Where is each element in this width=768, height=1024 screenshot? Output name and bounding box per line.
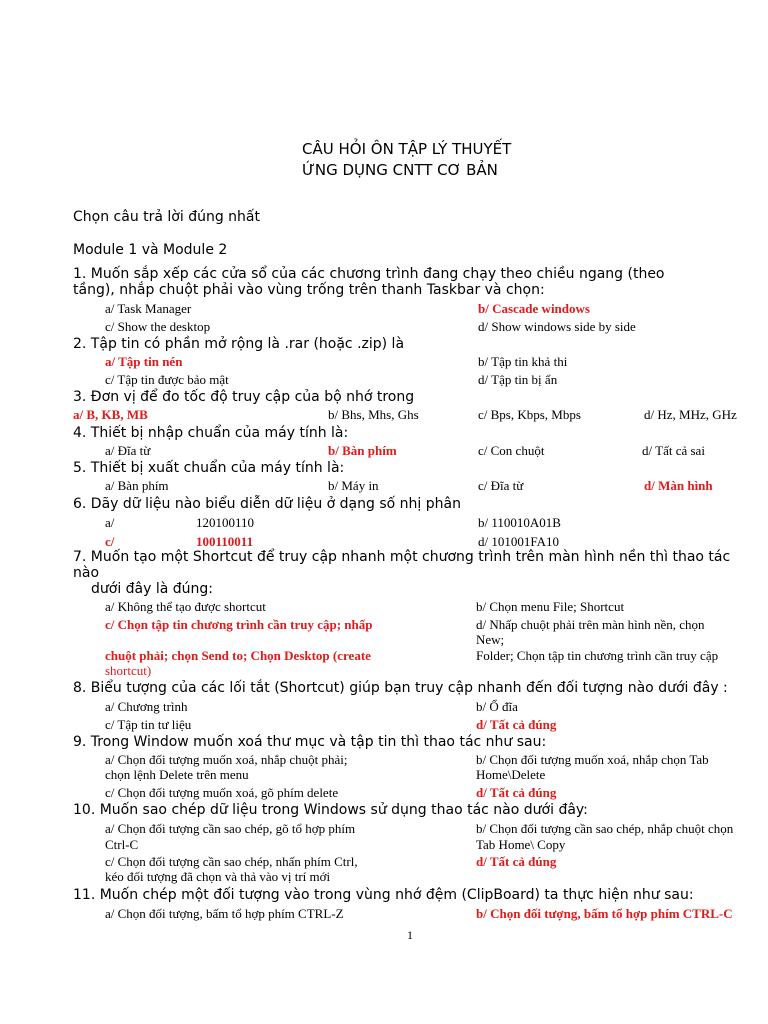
instruction-text: Chọn câu trả lời đúng nhất: [73, 209, 260, 225]
question-9-option-a-line-1: a/ Chọn đối tượng muốn xoá, nhắp chuột phải;: [105, 752, 348, 767]
question-7-option-d-line-1: d/ Nhấp chuột phải trên màn hình nền, chọn: [476, 617, 705, 632]
page-title-line-2: ỨNG DỤNG CNTT CƠ BẢN: [302, 161, 498, 179]
question-6-option-d: d/ 101001FA10: [478, 534, 560, 549]
question-7-option-c-line-1-correct: c/ Chọn tập tin chương trình cần truy cập; nhấp: [105, 617, 373, 632]
page-number: 1: [407, 928, 413, 942]
question-10-option-c-line-1: c/ Chọn đối tượng cần sao chép, nhấn phím Ctrl,: [105, 854, 358, 869]
question-4-option-a: a/ Đĩa từ: [105, 443, 151, 458]
question-4-option-b-correct: b/ Bàn phím: [328, 443, 397, 458]
question-2-option-d: d/ Tập tin bị ẩn: [478, 372, 558, 387]
question-7-option-a: a/ Không thể tạo được shortcut: [105, 599, 266, 614]
question-5-option-a: a/ Bàn phím: [105, 478, 169, 493]
question-8-option-c: c/ Tập tin tư liệu: [105, 717, 192, 732]
question-9-option-b-line-2: Home\Delete: [476, 767, 546, 782]
question-3-option-b: b/ Bhs, Mhs, Ghs: [328, 407, 419, 422]
question-7-option-c-line-2-correct: chuột phải; chọn Send to; Chọn Desktop (create: [105, 648, 371, 663]
question-9-option-a-line-2: chọn lệnh Delete trên menu: [105, 767, 249, 782]
question-7-option-b: b/ Chọn menu File; Shortcut: [476, 599, 625, 614]
question-7-option-c-line-3-correct: shortcut): [105, 663, 152, 678]
question-7-line-1: 7. Muốn tạo một Shortcut để truy cập nhanh một chương trình trên màn hình nền thì thao tác: [73, 549, 731, 565]
question-11-option-b-correct: b/ Chọn đối tượng, bấm tổ hợp phím CTRL-C: [476, 906, 733, 921]
question-6-text: 6. Dãy dữ liệu nào biểu diễn dữ liệu ở dạng số nhị phân: [73, 496, 461, 512]
question-3-text: 3. Đơn vị để đo tốc độ truy cập của bộ nhớ trong: [73, 389, 415, 405]
question-8-option-b: b/ Ổ đĩa: [476, 699, 518, 714]
question-3-option-d: d/ Hz, MHz, GHz: [644, 407, 737, 422]
question-6-option-c-value-correct: 100110011: [196, 534, 254, 549]
question-3-option-a-correct: a/ B, KB, MB: [73, 407, 148, 422]
question-8-option-a: a/ Chương trình: [105, 699, 188, 714]
question-6-option-c-label: c/: [105, 534, 115, 549]
question-10-option-b-line-1: b/ Chọn đối tượng cần sao chép, nhắp chuột chọn: [476, 821, 734, 836]
question-7-line-2: nào: [73, 565, 100, 581]
question-5-text: 5. Thiết bị xuất chuẩn của máy tính là:: [73, 460, 345, 476]
question-4-option-c: c/ Con chuột: [478, 443, 545, 458]
question-8-text: 8. Biểu tượng của các lối tắt (Shortcut) giúp bạn truy cập nhanh đến đối tượng nào dưới đây :: [73, 680, 728, 696]
question-1-line-1: 1. Muốn sắp xếp các cửa sổ của các chương trình đang chạy theo chiều ngang (theo: [73, 266, 665, 282]
question-4-option-d: d/ Tất cả sai: [642, 443, 705, 458]
question-4-text: 4. Thiết bị nhập chuẩn của máy tính là:: [73, 425, 349, 441]
question-1-option-c: c/ Show the desktop: [105, 319, 211, 334]
question-2-option-a-correct: a/ Tập tin nén: [105, 354, 183, 369]
question-7-line-3: dưới đây là đúng:: [91, 581, 214, 597]
question-11-text: 11. Muốn chép một đối tượng vào trong vùng nhớ đệm (ClipBoard) ta thực hiện như sau:: [73, 887, 694, 903]
question-6-option-a-label: a/: [105, 515, 115, 530]
question-10-option-a-line-1: a/ Chọn đối tượng cần sao chép, gõ tổ hợp phím: [105, 821, 356, 836]
question-1-line-2: tầng), nhắp chuột phải vào vùng trống trên thanh Taskbar và chọn:: [73, 282, 545, 298]
question-10-text: 10. Muốn sao chép dữ liệu trong Windows sử dụng thao tác nào dưới đây:: [73, 802, 588, 818]
question-10-option-c-line-2: kéo đối tượng đã chọn và thả vào vị trí mới: [105, 869, 331, 884]
question-9-option-c: c/ Chọn đối tượng muốn xoá, gõ phím delete: [105, 785, 339, 800]
question-7-option-d-line-3: Folder; Chọn tập tin chương trình cần truy cập: [476, 648, 719, 663]
question-7-option-d-line-2: New;: [476, 632, 505, 647]
question-1-option-a: a/ Task Manager: [105, 301, 192, 316]
question-2-text: 2. Tập tin có phần mở rộng là .rar (hoặc .zip) là: [73, 336, 405, 352]
question-9-option-b-line-1: b/ Chọn đối tượng muốn xoá, nhắp chọn Tab: [476, 752, 709, 767]
question-5-option-c: c/ Đĩa từ: [478, 478, 524, 493]
question-6-option-b: b/ 110010A01B: [478, 515, 561, 530]
question-10-option-a-line-2: Ctrl-C: [105, 837, 139, 852]
question-1-option-b-correct: b/ Cascade windows: [478, 301, 590, 316]
page-title-line-1: CÂU HỎI ÔN TẬP LÝ THUYẾT: [302, 140, 512, 158]
question-10-option-d-correct: d/ Tất cả đúng: [476, 854, 557, 869]
question-10-option-b-line-2: Tab Home\ Copy: [476, 837, 566, 852]
question-11-option-a: a/ Chọn đối tượng, bấm tổ hợp phím CTRL-Z: [105, 906, 344, 921]
question-6-option-a-value: 120100110: [196, 515, 255, 530]
question-5-option-d-correct: d/ Màn hình: [644, 478, 713, 493]
question-2-option-b: b/ Tập tin khả thi: [478, 354, 568, 369]
question-8-option-d-correct: d/ Tất cả đúng: [476, 717, 557, 732]
module-heading: Module 1 và Module 2: [73, 242, 228, 258]
question-2-option-c: c/ Tập tin được bảo mật: [105, 372, 229, 387]
question-9-option-d-correct: d/ Tất cả đúng: [476, 785, 557, 800]
question-9-text: 9. Trong Window muốn xoá thư mục và tập tin thì thao tác như sau:: [73, 734, 547, 750]
question-1-option-d: d/ Show windows side by side: [478, 319, 636, 334]
question-5-option-b: b/ Máy in: [328, 478, 379, 493]
question-3-option-c: c/ Bps, Kbps, Mbps: [478, 407, 581, 422]
